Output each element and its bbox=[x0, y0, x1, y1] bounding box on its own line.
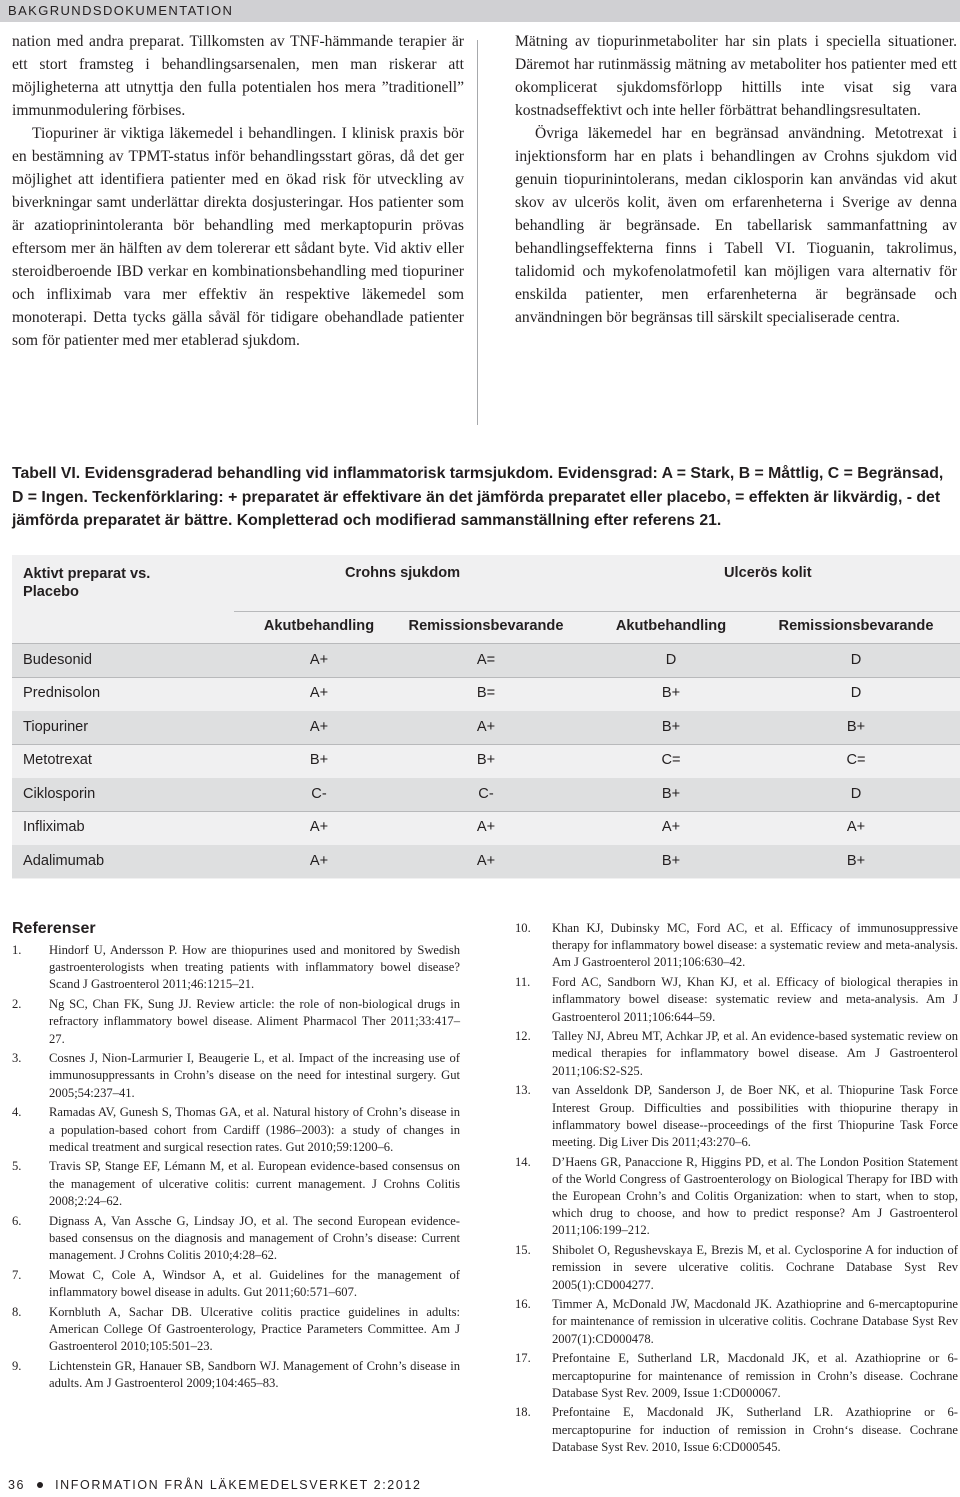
reference-item bbox=[515, 1242, 958, 1294]
table-row-label: Adalimumab bbox=[23, 853, 105, 869]
table-cell: A+ bbox=[476, 853, 496, 869]
publication-name: INFORMATION FRÅN LÄKEMEDELSVERKET 2:2012 bbox=[55, 1478, 422, 1492]
table-cell: A+ bbox=[309, 819, 329, 835]
sub-header: Akutbehandling bbox=[615, 618, 727, 634]
reference-item bbox=[515, 1082, 958, 1151]
table-cell: C- bbox=[311, 786, 327, 802]
reference-number: 12. bbox=[515, 1029, 531, 1044]
reference-number: 13. bbox=[515, 1083, 531, 1098]
sub-header: Remissionsbevarande bbox=[778, 618, 934, 634]
reference-text: Khan KJ, Dubinsky MC, Ford AC, et al. Efficacy of immunosuppressive therapy for inflammatory bowel disease: a systematic review and meta-analysis. Am J Gastroenterol 2011;106:630–42. bbox=[552, 921, 958, 970]
corner-line: Aktivt preparat vs. bbox=[23, 566, 151, 582]
table-cell: D bbox=[665, 652, 677, 668]
table-cell: A+ bbox=[476, 819, 496, 835]
page-footer bbox=[8, 1478, 422, 1492]
reference-item bbox=[12, 996, 460, 1048]
table-cell: B+ bbox=[661, 719, 681, 735]
table-cell: B+ bbox=[661, 786, 681, 802]
sub-header: Akutbehandling bbox=[263, 618, 375, 634]
references-column-left bbox=[12, 942, 460, 1395]
table-cell: A+ bbox=[309, 853, 329, 869]
reference-number: 6. bbox=[12, 1213, 22, 1228]
group-header-crohn: Crohns sjukdom bbox=[345, 565, 461, 581]
reference-number: 11. bbox=[515, 975, 531, 990]
reference-item bbox=[515, 1404, 958, 1456]
reference-text: Talley NJ, Abreu MT, Achkar JP, et al. An evidence-based systematic review on medical therapies for inflammatory bowel disease. Am J Gastroenterol 2011;106:S2-S25. bbox=[552, 1029, 958, 1078]
reference-number: 1. bbox=[12, 943, 22, 957]
table-row-label: Budesonid bbox=[23, 652, 92, 668]
table-cell: B+ bbox=[476, 752, 496, 768]
table-cell: B= bbox=[476, 685, 496, 701]
reference-number: 15. bbox=[515, 1243, 531, 1258]
table-row-label: Tiopuriner bbox=[23, 719, 89, 735]
table-corner-header bbox=[23, 565, 150, 601]
bullet-icon bbox=[37, 1482, 43, 1488]
reference-number: 4. bbox=[12, 1105, 22, 1120]
paragraph: Övriga läkemedel har en begränsad användning. Metotrexat i injektionsform har en plats i behandlingen av Crohns sjukdom vid genuin tiopurinintolerans, medan ciklosporin kan användas vid akut skov av ulcerös kolit, även om erfarenheterna i Sverige av denna behandling är begränsade. En tabellarisk sammanfattning av behandlingseffekterna finns i Tabell VI. Tioguanin, takrolimus, talidomid och mykofenolatmofetil kan möjligen vara alternativ för enskilda patienter, men erfarenheterna är begränsade och användningen bör begränsas till särskilt specialiserade centra. bbox=[515, 125, 957, 326]
reference-number: 5. bbox=[12, 1159, 22, 1174]
reference-number: 18. bbox=[515, 1405, 531, 1420]
reference-text: Ng SC, Chan FK, Sung JJ. Review article: the role of non-biological drugs in refractory inflammatory bowel disease. Aliment Pharmacol Ther 2011;33:417–27. bbox=[49, 997, 460, 1046]
reference-item bbox=[515, 1028, 958, 1080]
reference-number: 7. bbox=[12, 1267, 22, 1282]
table-cell: A+ bbox=[309, 652, 329, 668]
reference-number: 10. bbox=[515, 921, 531, 935]
section-header: BAKGRUNDSDOKUMENTATION bbox=[0, 0, 960, 22]
table-cell: C- bbox=[478, 786, 494, 802]
reference-number: 17. bbox=[515, 1351, 531, 1366]
page-number: 36 bbox=[8, 1478, 26, 1492]
reference-text: Hindorf U, Andersson P. How are thiopurines used and monitored by Swedish gastroenterologists when treating patients with inflammatory bowel disease? Scand J Gastroenterol 2011;46:1215–21. bbox=[49, 943, 460, 992]
reference-item bbox=[515, 1296, 958, 1348]
reference-text: D’Haens GR, Panaccione R, Higgins PD, et al. The London Position Statement of the World Congress of Gastroenterology on Biological Therapy for IBD with the European Crohn’s and Colitis Organization: when to start, when to stop, which drug to choose, and how to predict response? Am J Gastroenterol 2011;106:199–212. bbox=[552, 1154, 958, 1238]
table-cell: A+ bbox=[309, 685, 329, 701]
reference-item bbox=[12, 1267, 460, 1301]
reference-text: Kornbluth A, Sachar DB. Ulcerative colitis practice guidelines in adults: American College Of Gastroenterology, Practice Parameters Committee. Am J Gastroenterol 2010;105:501–23. bbox=[49, 1304, 460, 1353]
reference-text: Ford AC, Sandborn WJ, Khan KJ, et al. Efficacy of biological therapies in inflammatory bowel disease: systematic review and meta-analysis. Am J Gastroenterol 2011;106:644–59. bbox=[552, 975, 958, 1024]
table-cell: D bbox=[850, 652, 862, 668]
reference-item bbox=[515, 920, 958, 972]
table-cell: C= bbox=[846, 752, 866, 768]
reference-number: 2. bbox=[12, 997, 22, 1012]
table-cell: A+ bbox=[476, 719, 496, 735]
table-caption: Tabell VI. Evidensgraderad behandling vid inflammatorisk tarmsjukdom. Evidensgrad: A = Stark, B = Måttlig, C = Begränsad, D = Ingen. Teckenförklaring: + preparatet är effektivare än det jämförda preparatet eller placebo, = effekten är likvärdig, - det jämförda preparatet är bättre. Kompletterad och modifierad sammanställning efter referens 21. bbox=[12, 465, 944, 529]
table-row-label: Infliximab bbox=[23, 819, 85, 835]
paragraph: nation med andra preparat. Tillkomsten av TNF-hämmande terapier är ett stort framsteg i behandlingsarsenalen, men man riskerar att möjligheterna att utnyttja den fulla potentialen hos mera ”traditionell” immunmodulering förbises. bbox=[12, 33, 464, 119]
table-cell: B+ bbox=[661, 853, 681, 869]
references-title: Referenser bbox=[12, 920, 96, 937]
table-cell: D bbox=[850, 685, 862, 701]
reference-number: 3. bbox=[12, 1051, 22, 1066]
reference-text: Cosnes J, Nion-Larmurier I, Beaugerie L, et al. Impact of the increasing use of immunosuppressants in Crohn’s disease on the need for intestinal surgery. Gut 2005;54:237–41. bbox=[49, 1051, 460, 1100]
reference-text: Dignass A, Van Assche G, Lindsay JO, et al. The second European evidence-based consensus on the diagnosis and management of Crohn’s disease: Current management. J Crohns Colitis 2010;4:28–62. bbox=[49, 1213, 460, 1262]
table-cell: C= bbox=[661, 752, 681, 768]
table-cell: B+ bbox=[846, 719, 866, 735]
reference-text: Lichtenstein GR, Hanauer SB, Sandborn WJ. Management of Crohn’s disease in adults. Am J Gastroenterol 2009;104:465–83. bbox=[49, 1358, 460, 1390]
reference-item bbox=[515, 974, 958, 1026]
reference-item bbox=[12, 1213, 460, 1265]
reference-number: 9. bbox=[12, 1358, 22, 1373]
reference-item bbox=[12, 1158, 460, 1210]
reference-item bbox=[12, 1304, 460, 1356]
paragraph: Tiopuriner är viktiga läkemedel i behandlingen. I klinisk praxis bör en bestämning av TPMT-status inför behandlingsstart göras, då det ger möjlighet att identifiera patienter med en ökad risk för utveckling av biverkningar samt underlättar direkta dosjusteringar. Hos patienter som är azatioprinintoleranta bör behandling med merkaptopurin prövas eftersom mer än hälften av dem tolererar ett sådant byte. Vid aktiv eller steroidberoende IBD verkar en kombinationsbehandling med tiopuriner och infliximab vara mer effektiv än respektive läkemedel som monoterapi. Detta tycks gälla såväl för tidigare obehandlade patienter som för patienter med mer etablerad sjukdom. bbox=[12, 125, 464, 349]
reference-item bbox=[515, 1154, 958, 1240]
reference-text: Mowat C, Cole A, Windsor A, et al. Guidelines for the management of inflammatory bowel disease in adults. Gut 2011;60:571–607. bbox=[49, 1267, 460, 1299]
table-cell: B+ bbox=[309, 752, 329, 768]
table-row-label: Prednisolon bbox=[23, 685, 101, 701]
reference-text: Shibolet O, Regushevskaya E, Brezis M, et al. Cyclosporine A for induction of remission in severe ulcerative colitis. Cochrane Database Syst Rev 2005(1):CD004277. bbox=[552, 1243, 958, 1292]
reference-item bbox=[12, 1050, 460, 1102]
table-cell: B+ bbox=[846, 853, 866, 869]
row-divider bbox=[12, 677, 960, 678]
reference-item bbox=[515, 1350, 958, 1402]
table-cell: D bbox=[850, 786, 862, 802]
reference-number: 14. bbox=[515, 1154, 531, 1169]
reference-text: Prefontaine E, Sutherland LR, Macdonald JK, et al. Azathioprine or 6-mercaptopurine for maintenance of remission in Crohn’s disease. Cochrane Database Syst Rev. 2009, Issue 1:CD000067. bbox=[552, 1351, 958, 1400]
reference-item bbox=[12, 1358, 460, 1392]
row-divider bbox=[12, 811, 960, 812]
evidence-table bbox=[12, 555, 960, 879]
row-divider bbox=[12, 744, 960, 745]
corner-line: Placebo bbox=[23, 584, 79, 600]
reference-item bbox=[12, 942, 460, 994]
table-cell: A= bbox=[476, 652, 496, 668]
paragraph: Mätning av tiopurinmetaboliter har sin plats i speciella situationer. Däremot har rutinmässig mätning av metaboliter hos patienter med ett okomplicerat sjukdomsförlopp hittills inte visat sig vara kostnadseffektivt och inte heller förbättrat behandlingsresultaten. bbox=[515, 33, 957, 119]
table-cell: B+ bbox=[661, 685, 681, 701]
body-column-left bbox=[12, 30, 464, 352]
table-cell: A+ bbox=[846, 819, 866, 835]
header-divider bbox=[234, 611, 960, 612]
body-column-right bbox=[515, 30, 957, 329]
reference-text: Travis SP, Stange EF, Lémann M, et al. European evidence-based consensus on the management of ulcerative colitis: current management. J Crohns Colitis 2008;2:24–62. bbox=[49, 1159, 460, 1208]
reference-text: Ramadas AV, Gunesh S, Thomas GA, et al. Natural history of Crohn’s disease in a population-based cohort from Cardiff (1986–2003): a study of changes in medical treatment and surgical resection rates. Gut 2010;59:1200–6. bbox=[49, 1105, 460, 1154]
table-cell: A+ bbox=[661, 819, 681, 835]
sub-header: Remissionsbevarande bbox=[408, 618, 564, 634]
reference-text: van Asseldonk DP, Sanderson J, de Boer NK, et al. Thiopurine Task Force Interest Group. Difficulties and possibilities with thiopurine therapy in inflammatory bowel disease--proceedings of the first Thiopurine Task Force meeting. Dig Liver Dis 2011;43:270–6. bbox=[552, 1083, 958, 1149]
reference-text: Timmer A, McDonald JW, Macdonald JK. Azathioprine and 6-mercaptopurine for maintenance of remission in ulcerative colitis. Cochrane Database Syst Rev 2007(1):CD000478. bbox=[552, 1297, 958, 1346]
table-cell: A+ bbox=[309, 719, 329, 735]
reference-number: 16. bbox=[515, 1297, 531, 1312]
reference-text: Prefontaine E, Macdonald JK, Sutherland LR. Azathioprine or 6-mercaptopurine for induction of remission in Crohn‘s disease. Cochrane Database Syst Rev. 2010, Issue 6:CD000545. bbox=[552, 1405, 958, 1454]
group-header-uc: Ulcerös kolit bbox=[724, 565, 812, 581]
table-row-label: Metotrexat bbox=[23, 752, 92, 768]
reference-number: 8. bbox=[12, 1304, 22, 1319]
table-row-label: Ciklosporin bbox=[23, 786, 96, 802]
references-column-right bbox=[515, 920, 958, 1459]
column-divider bbox=[477, 40, 478, 425]
reference-item bbox=[12, 1104, 460, 1156]
